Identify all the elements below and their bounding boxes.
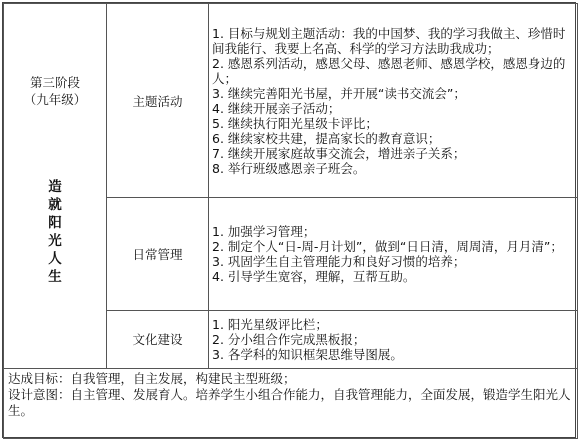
list-item: 1. 加强学习管理；	[212, 224, 316, 240]
list-item: 6. 继续家校共建，提高家长的教育意识；	[212, 130, 441, 146]
list-item: 2. 制定个人“日-周-月计划”，做到“日日清，周周清，月月清”；	[212, 239, 563, 255]
list-item: 8. 举行班级感恩亲子班会。	[212, 160, 366, 176]
plan-table-frame	[2, 2, 576, 438]
category-cell	[107, 310, 209, 368]
goal-label: 达成目标：	[8, 370, 71, 386]
goal-text: 自我管理，自主发展，构建民主型班级；	[70, 370, 296, 386]
list-item: 3. 各学科的知识框架思维导图展。	[212, 346, 403, 362]
intent-label: 设计意图：	[8, 386, 71, 402]
item-list	[212, 317, 575, 362]
intent-text: 自主管理、发展育人。培养学生小组合作能力，自我管理能力，全面发展，锻造学生阳光人生。	[8, 386, 571, 418]
items-cell	[209, 4, 578, 198]
stage-cell	[4, 4, 107, 369]
list-item: 2. 分小组合作完成黑板报；	[212, 331, 366, 347]
items-cell	[209, 310, 578, 368]
item-list	[212, 26, 575, 176]
footer-cell	[4, 368, 578, 438]
table-row	[4, 368, 578, 438]
goal-line	[8, 371, 573, 387]
list-item: 5. 继续执行阳光星级卡评比；	[212, 115, 378, 131]
category-cell	[107, 198, 209, 310]
list-item: 1. 阳光星级评比栏；	[212, 316, 328, 332]
items-cell	[209, 198, 578, 310]
list-item: 4. 继续开展亲子活动；	[212, 100, 341, 116]
list-item: 3. 巩固学生自主管理能力和良好习惯的培养；	[212, 254, 466, 270]
list-item: 7. 继续开展家庭故事交流会，增进亲子关系；	[212, 145, 466, 161]
list-item: 1. 目标与规划主题活动：我的中国梦、我的学习我做主、珍惜时间我能行、我要上名高、科学的学习方法助我成功；	[212, 25, 566, 56]
category-label: 主题活动	[132, 93, 183, 109]
item-list	[212, 224, 575, 284]
intent-line	[8, 387, 573, 419]
list-item: 4. 引导学生宽容，理解，互帮互助。	[212, 269, 416, 285]
list-item: 2. 感恩系列活动，感恩父母、感恩老师、感恩学校，感恩身边的人；	[212, 55, 566, 86]
stage-plan-table	[3, 3, 578, 439]
category-label: 文化建设	[132, 332, 183, 348]
category-label: 日常管理	[132, 247, 183, 263]
category-cell	[107, 4, 209, 198]
stage-theme: 造就阳光人生	[48, 179, 62, 285]
stage-title: 第三阶段	[29, 75, 80, 90]
list-item: 3. 继续完善阳光书屋，并开展“读书交流会”；	[212, 85, 466, 101]
table-row	[4, 4, 578, 198]
stage-subtitle: （九年级）	[23, 92, 87, 107]
